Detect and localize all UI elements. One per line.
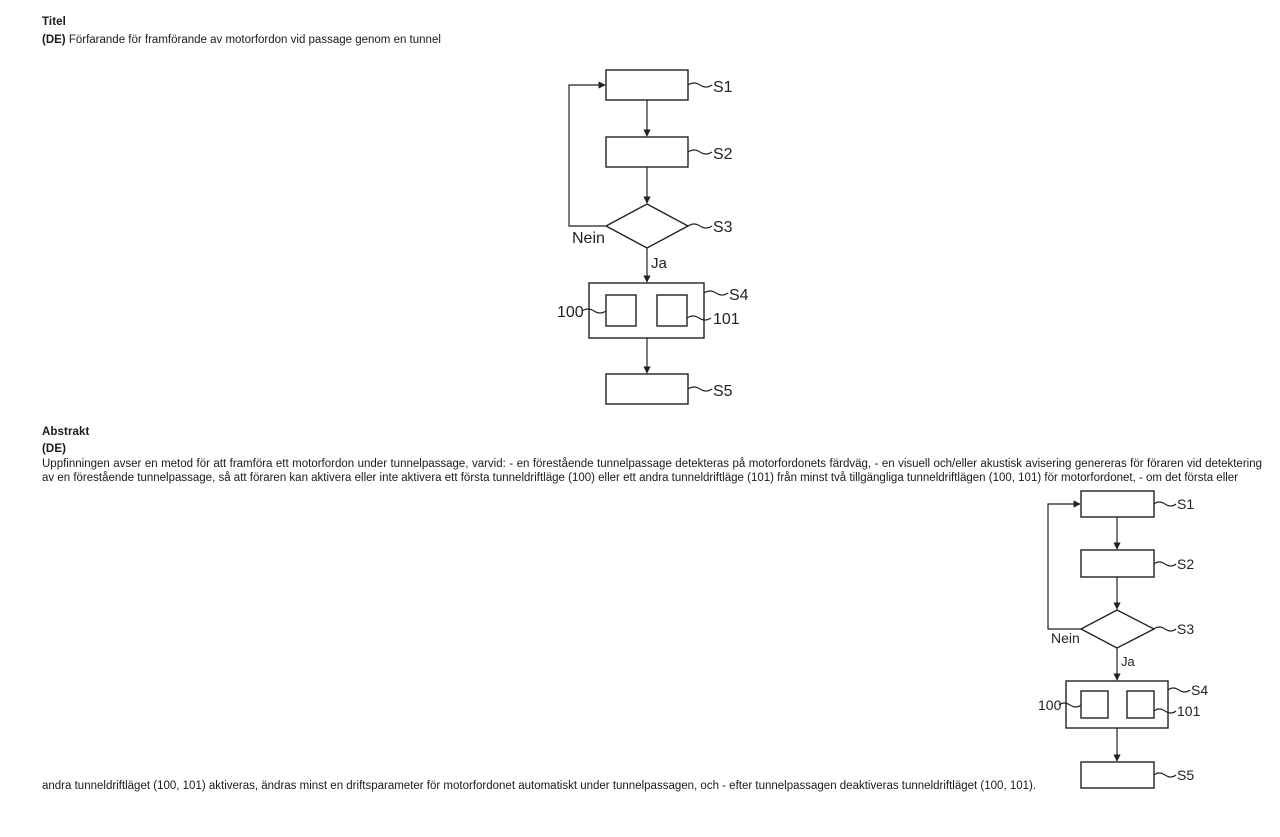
abstract-text-part1: Uppfinningen avser en metod för att framföra ett motorfordon under tunnelpassage, varvid: - en förestående tunnelpassage detekteras på motorfordonets färdväg, - en visuell och/eller akustisk avisering genereras för föraren vid detektering av en förestående tunnelpassage, så att föraren kan aktivera eller inte aktivera ett första tunneldriftläge (100) eller ett andra tunneldriftläge (101) från minst två tillgängliga tunneldriftlägen (100, 101) för motorfordonet, - om det första eller: [42, 458, 1262, 484]
flowchart-figure-small: [1030, 485, 1220, 795]
step-box-s2-small: [1081, 550, 1154, 577]
abstract-heading: Abstrakt: [42, 426, 90, 438]
label-s1: S1: [713, 79, 733, 96]
decision-diamond-s3: [606, 204, 688, 248]
flowchart-figure-large: [540, 60, 760, 410]
loop-arrow-no: [569, 85, 606, 226]
label-s5: S5: [713, 383, 733, 400]
step-box-s5-small: [1081, 762, 1154, 788]
label-s1-small: S1: [1177, 496, 1195, 512]
leader-s3-small: [1154, 627, 1176, 631]
label-100-small: 100: [1038, 697, 1062, 713]
label-100: 100: [557, 304, 584, 321]
label-ja-small: Ja: [1121, 654, 1135, 669]
mode-box-100: [606, 295, 636, 326]
label-101-small: 101: [1177, 703, 1201, 719]
label-101: 101: [713, 311, 740, 328]
step-box-s5: [606, 374, 688, 404]
label-s3-small: S3: [1177, 621, 1195, 637]
label-nein: Nein: [572, 230, 605, 247]
leader-s2: [688, 150, 712, 154]
abstract-lang-code: (DE): [42, 443, 67, 455]
label-s2: S2: [713, 146, 733, 163]
label-s2-small: S2: [1177, 556, 1195, 572]
step-box-s1: [606, 70, 688, 100]
label-s5-small: S5: [1177, 767, 1195, 783]
leader-s1-small: [1154, 502, 1176, 506]
leader-s4-small: [1168, 688, 1190, 692]
label-s3: S3: [713, 219, 733, 236]
label-ja: Ja: [651, 255, 667, 272]
title-line: [42, 34, 441, 46]
leader-s2-small: [1154, 562, 1176, 566]
leader-s5-small: [1154, 773, 1176, 777]
mode-box-101-small: [1127, 691, 1154, 718]
mode-box-100-small: [1081, 691, 1108, 718]
label-s4: S4: [729, 287, 749, 304]
step-box-s2: [606, 137, 688, 167]
title-lang-code: (DE): [42, 34, 66, 46]
title-text: Förfarande för framförande av motorfordon vid passage genom en tunnel: [68, 34, 441, 46]
mode-box-101: [657, 295, 687, 326]
abstract-text-part2: andra tunneldriftläget (100, 101) aktiveras, ändras minst en driftsparameter för motorfordonet automatiskt under tunnelpassagen, och - efter tunnelpassagen deaktiveras tunneldriftläget (100, 101).: [42, 780, 1037, 792]
leader-s3: [688, 224, 712, 228]
step-box-s1-small: [1081, 491, 1154, 517]
leader-s1: [688, 83, 712, 87]
loop-arrow-no-small: [1048, 504, 1081, 629]
label-s4-small: S4: [1191, 682, 1209, 698]
leader-s5: [688, 387, 712, 391]
label-nein-small: Nein: [1051, 630, 1080, 646]
decision-diamond-s3-small: [1081, 610, 1154, 648]
title-heading: Titel: [42, 16, 66, 28]
leader-s4: [704, 291, 728, 295]
